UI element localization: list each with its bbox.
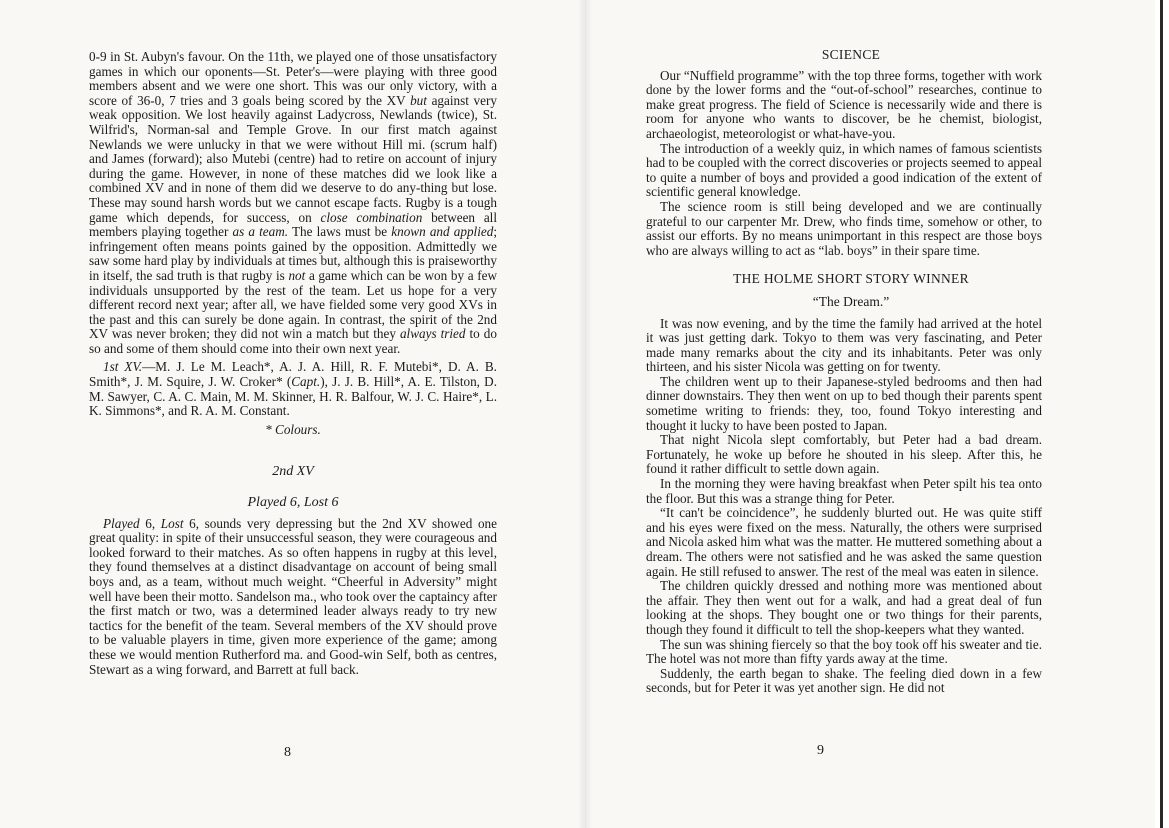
- team-label: 1st XV.: [103, 359, 143, 375]
- story-title: “The Dream.”: [812, 293, 890, 309]
- text-run: a game which can be won by a few individuals unsupported by the rest of the team. Let us hope for a very different record next year; after all, we have fielded some very good XVs in the past and this can surely be done again. In contrast, the spirit of the 2nd XV was never broken; they did not win a match but they: [89, 267, 497, 342]
- colours-note: [89, 423, 497, 438]
- emphasis: but: [410, 92, 427, 108]
- second-xv-paragraph: [89, 517, 497, 678]
- text-run: 0-9 in St. Aubyn's favour. On the 11th, we played one of those unsatisfactory games in which our oponents—St. Peter's—were playing with three good members absent and we were one short. This was our only victory, with a score of 36-0, 7 tries and 3 goals being scored by the XV: [89, 49, 497, 108]
- story-paragraph: That night Nicola slept comfortably, but Peter had a bad dream. Fortunately, he woke up before he shouted in his sleep. After this, he found it rather difficult to settle down again.: [646, 432, 1042, 477]
- emphasis: Capt.: [291, 374, 321, 390]
- story-paragraph: Suddenly, the earth began to shake. The feeling died down in a few seconds, but for Peter it was yet another sign. He did not: [646, 665, 1042, 696]
- story-paragraph: The children went up to their Japanese-styled bedrooms and then had dinner downstairs. They then went on up to bed though their parents spent sometime writing to friends: they, too, found Tokyo interesting and thought it lucky to have been posted to Japan.: [646, 373, 1042, 433]
- first-xv-team-list: [89, 360, 497, 418]
- emphasis: Played: [103, 515, 140, 531]
- science-title: SCIENCE: [821, 47, 881, 62]
- story-competition-title: THE HOLME SHORT STORY WINNER: [733, 271, 969, 287]
- story-paragraph: In the morning they were having breakfast when Peter spilt his tea onto the floor. But this was a strange thing for Peter.: [646, 476, 1042, 506]
- book-gutter: [578, 0, 592, 828]
- story-paragraph: It was now evening, and by the time the family had arrived at the hotel it was just getting dark. Tokyo to them was very fascinating, and Peter made many remarks about the city and its inhabitants. Peter was only thirteen, and his sister Nicola was getting on for twenty.: [646, 315, 1042, 375]
- science-paragraph: The science room is still being developed and we are continually grateful to our carpenter Mr. Drew, who finds time, somehow or other, to assist our efforts. By no means unimportant in this respect are those boys who are always willing to act as “lab. boys” in their spare time.: [646, 198, 1042, 258]
- text-run: 6, sounds very depressing but the 2nd XV showed one great quality: in spite of their unsuccessful season, they were courageous and looked forward to their matches. As so often happens in rugby at this level, they found themselves at a distinct disadvantage on account of being small boys and, as a team, without much weight. “Cheerful in Adversity” might well have been their motto. Sandelson ma., who took over the captaincy after the first match or two, was a determined leader always ready to try new tactics for the benefit of the team. Several members of the XV should prove to be valuable players in time, given more experience of the game; among these we would mention Rutherford ma. and Good-win Self, both as centres, Stewart as a wing forward, and Barrett at full back.: [89, 515, 497, 677]
- left-text-column: [89, 50, 497, 677]
- text-run: ), J. J. B. Hill*, A. E. Tilston, D. M. Sawyer, C. A. C. Main, M. M. Skinner, H. R. Balfour, W. J. C. Haire*, L. K. Simmons*, and R. A. M. Constant.: [89, 374, 497, 419]
- played-lost-heading: Played 6, Lost 6: [247, 495, 339, 511]
- text-run: to do so and some of them should come into their own next year.: [89, 326, 497, 356]
- text-run: between all members playing together: [89, 209, 497, 240]
- colours-text: * Colours.: [265, 421, 321, 437]
- story-paragraph: The children quickly dressed and nothing more was mentioned about the affair. They then went out for a walk, and had a great deal of fun looking at the shops. They bought one or two things for their parents, though they found it difficult to tell the shop-keepers what they wanted.: [646, 578, 1042, 637]
- page-number-right: 9: [817, 743, 824, 758]
- science-paragraph: The introduction of a weekly quiz, in which names of famous scientists had to be coupled with the correct discoveries or projects seemed to appeal to quite a number of boys and provided a good indication of the extent of scientific general knowledge.: [646, 140, 1042, 200]
- text-run: The laws must be: [288, 224, 392, 240]
- text-run: against very weak opposition. We lost heavily against Ladycross, Newlands (twice), St. Wilfrid's, Norman-sal and Temple Grove. In our first match against Newlands we were unlucky in that we were without Hill mi. (scrum half) and James (forward); also Mutebi (centre) had to retire on account of injury during the game. However, in none of these matches did we look like a combined XV and in none of them did we deserve to do any-thing but lose. These may sound harsh words but we cannot escape facts. Rugby is a tough game which depends, for success, on: [89, 92, 497, 225]
- story-paragraph: The sun was shining fiercely so that the boy took off his sweater and tie. The hotel was not more than fifty yards away at the time.: [646, 636, 1042, 667]
- rugby-report-paragraph: [89, 50, 497, 356]
- text-run: 6,: [139, 515, 161, 531]
- emphasis: close combination: [320, 209, 423, 225]
- text-run: ; infringement often means points gained by the opposition. Admittedly we saw some hard play by individuals at times but, although this is praiseworthy in itself, the sad truth is that rugby is: [89, 224, 497, 283]
- page-edge-line: [1160, 0, 1163, 828]
- story-paragraph: “It can't be coincidence”, he suddenly blurted out. He was quite stiff and his eyes were fixed on the mess. Naturally, the others were surprised and Nicola asked him what was the matter. He muttered something about a dream. The others were not satisfied and he was asked the same question again. He still refused to answer. The rest of the meal was eaten in silence.: [646, 505, 1042, 579]
- text-run: —M. J. Le M. Leach*, A. J. A. Hill, R. F. Mutebi*, D. A. B. Smith*, J. M. Squire, J. W. Croker* (: [89, 359, 497, 390]
- emphasis: always tried: [399, 326, 466, 342]
- science-paragraph: Our “Nuffield programme” with the top three forms, together with work done by the lower forms and the “out-of-school” researches, continue to make great progress. The field of Science is necessarily wide and there is room for anyone who wants to discover, be he chemist, biologist, archaeologist, meteorologist or what-have-you.: [646, 67, 1042, 141]
- second-xv-heading: 2nd XV: [272, 464, 314, 480]
- emphasis: Lost: [160, 515, 184, 531]
- emphasis: known and applied: [391, 224, 494, 240]
- right-text-column: [646, 48, 1042, 696]
- emphasis: as a team.: [232, 224, 289, 240]
- page-number-left: 8: [284, 745, 291, 760]
- emphasis: not: [288, 267, 306, 283]
